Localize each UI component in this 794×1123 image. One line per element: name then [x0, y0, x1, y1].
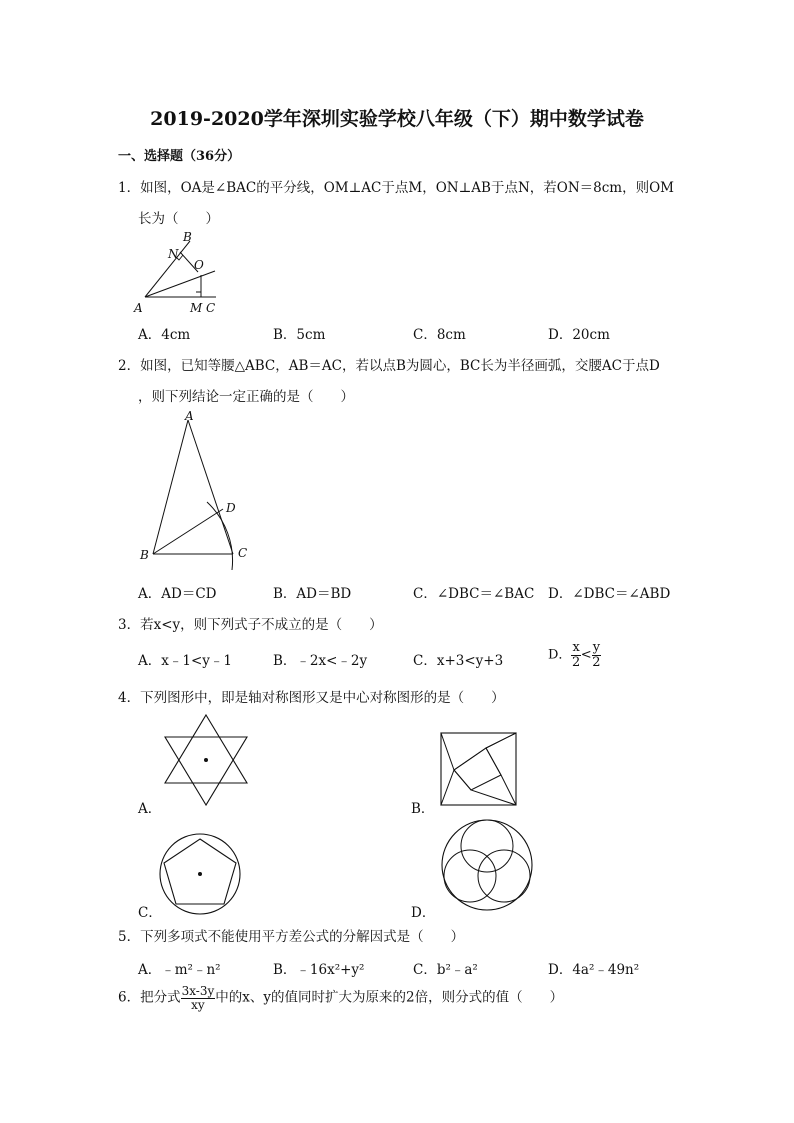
q4-figure-d-three-arcs: [440, 818, 534, 912]
q3-d-relation: <: [580, 647, 592, 663]
q3-d-fraction-x: [571, 641, 580, 669]
q4-figure-b-square-pinwheel: [438, 730, 520, 808]
q6-numerator: 3x-3y: [181, 984, 215, 998]
q4-label-d: D．: [411, 905, 436, 921]
q3-option-d: [548, 641, 601, 669]
label-D: D: [226, 501, 236, 515]
q5-option-b: B．﹣16x²+y²: [273, 962, 365, 978]
q6-prefix: 6．把分式: [118, 989, 181, 1006]
question-6: [118, 985, 563, 1011]
q4-label-b: B．: [411, 801, 435, 817]
q3-d-prefix: D．: [548, 647, 572, 663]
label-B: B: [140, 548, 149, 562]
label-C: C: [238, 546, 248, 560]
section-heading: 一、选择题（36分）: [118, 149, 241, 164]
question-4-line1: 4．下列图形中，即是轴对称图形又是中心对称图形的是（ ）: [118, 690, 505, 706]
q3-option-a: A．x﹣1<y﹣1: [138, 653, 232, 669]
label-A: A: [134, 301, 143, 315]
q3-option-b: B．﹣2x<﹣2y: [273, 653, 368, 669]
q2-option-c: C．∠DBC＝∠BAC: [413, 586, 535, 602]
q1-option-c: C．8cm: [413, 327, 466, 343]
question-1-line2: 长为（ ）: [138, 211, 219, 227]
label-N: N: [168, 247, 179, 261]
question-2-figure: [135, 408, 265, 578]
q5-option-d: D．4a²﹣49n²: [548, 962, 640, 978]
q3-option-c: C．x+3<y+3: [413, 653, 504, 669]
question-2-line2: ，则下列结论一定正确的是（ ）: [138, 389, 354, 405]
q3-d-den-y: 2: [592, 654, 601, 670]
q2-option-d: D．∠DBC＝∠ABD: [548, 586, 671, 602]
q6-suffix: 中的x、y的值同时扩大为原来的2倍，则分式的值（ ）: [215, 989, 564, 1006]
q4-figure-a-hexagram: [160, 712, 254, 808]
q4-figure-c-circle-pentagon: [158, 832, 242, 916]
q3-d-fraction-y: [592, 641, 601, 669]
q4-label-c: C．: [138, 905, 162, 921]
q1-option-b: B．5cm: [273, 327, 326, 343]
question-5-line1: 5．下列多项式不能使用平方差公式的分解因式是（ ）: [118, 929, 465, 945]
q3-d-num-y: y: [592, 640, 601, 655]
q5-option-a: A．﹣m²﹣n²: [138, 962, 221, 978]
q3-d-den-x: 2: [571, 654, 581, 670]
label-M: M: [190, 301, 203, 315]
question-1-figure: [130, 228, 240, 318]
q6-fraction: [181, 985, 216, 1011]
q3-d-num-x: x: [572, 640, 580, 655]
q6-denominator: xy: [191, 997, 205, 1012]
q5-option-c: C．b²﹣a²: [413, 962, 478, 978]
label-O: O: [194, 258, 204, 272]
question-1-line1: 1．如图，OA是∠BAC的平分线，OM⊥AC于点M，ON⊥AB于点N，若ON＝8cm，则OM: [118, 180, 674, 196]
q2-option-a: A．AD＝CD: [138, 586, 217, 602]
q1-option-d: D．20cm: [548, 327, 610, 343]
question-3-line1: 3．若x<y，则下列式子不成立的是（ ）: [118, 617, 383, 633]
label-A: A: [185, 409, 194, 423]
page-title: 2019-2020学年深圳实验学校八年级（下）期中数学试卷: [150, 108, 644, 130]
q4-label-a: A．: [138, 801, 162, 817]
q2-option-b: B．AD＝BD: [273, 586, 352, 602]
question-2-line1: 2．如图，已知等腰△ABC，AB＝AC，若以点B为圆心，BC长为半径画弧，交腰AC于点D: [118, 358, 660, 374]
q1-option-a: A．4cm: [138, 327, 191, 343]
label-C: C: [206, 301, 216, 315]
label-B: B: [183, 230, 192, 244]
